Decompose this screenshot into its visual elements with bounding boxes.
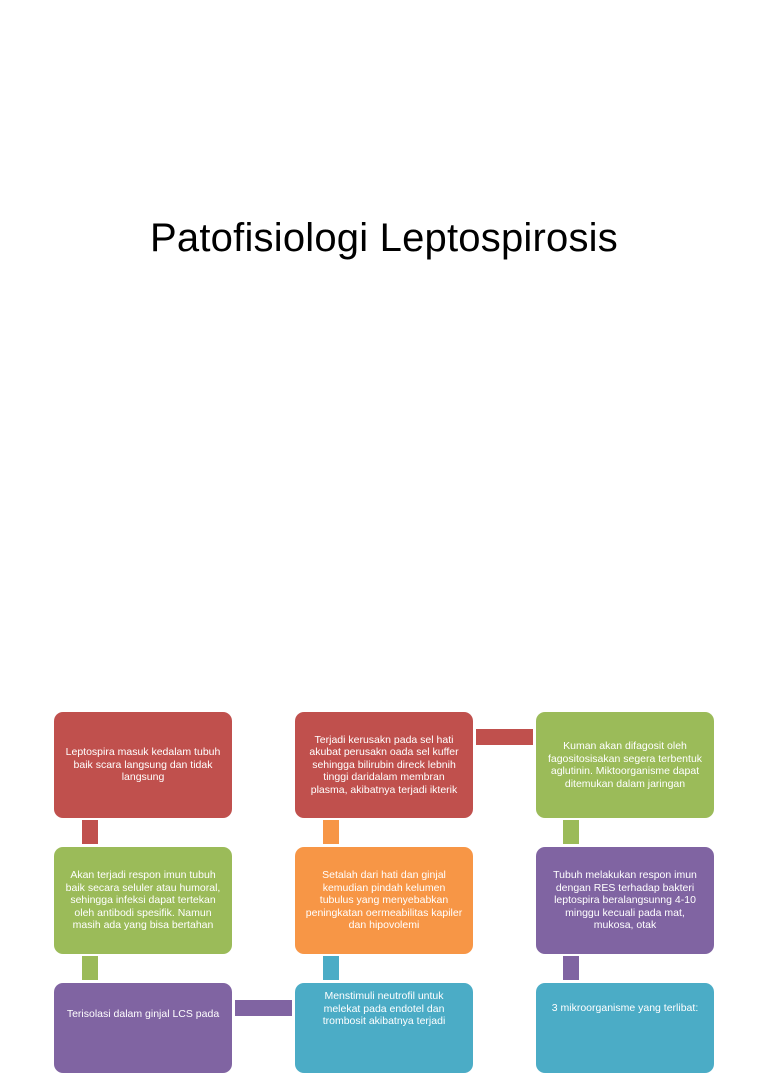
- slide-title: Patofisiologi Leptospirosis: [150, 216, 618, 260]
- connector-r2c3-r3c3: [563, 956, 579, 980]
- box-leptospira-masuk: Leptospira masuk kedalam tubuh baik scara langsung dan tidak langsung: [54, 712, 232, 818]
- box-kerusakan-sel-hati: Terjadi kerusakn pada sel hati akubat perusakn oada sel kuffer sehingga bilirubin direck lebnih tinggi daridalam membran plasma, akibatnya terjadi ikterik: [295, 712, 473, 818]
- connector-r1c3-r2c3: [563, 820, 579, 844]
- connector-r2c1-r3c1: [82, 956, 98, 980]
- box-terisolasi-ginjal: Terisolasi dalam ginjal LCS pada: [54, 983, 232, 1073]
- box-mikroorganisme-terlibat: 3 mikroorganisme yang terlibat:: [536, 983, 714, 1073]
- connector-r3c1-r3c2: [235, 1000, 292, 1016]
- connector-r2c2-r3c2: [323, 956, 339, 980]
- box-menstimuli-neutrofil: Menstimuli neutrofil untuk melekat pada endotel dan trombosit akibatnya terjadi: [295, 983, 473, 1073]
- connector-r1c2-r2c2: [323, 820, 339, 844]
- box-respon-imun-tubuh: Akan terjadi respon imun tubuh baik secara seluler atau humoral, sehingga infeksi dapat tertekan oleh antibodi spesifik. Namun masih ada yang bisa bertahan: [54, 847, 232, 954]
- connector-r1c1-r2c1: [82, 820, 98, 844]
- box-kuman-difagosit: Kuman akan difagosit oleh fagositosisakan segera terbentuk aglutinin. Miktoorganisme dapat ditemukan dalam jaringan: [536, 712, 714, 818]
- box-respon-imun-res: Tubuh melakukan respon imun dengan RES terhadap bakteri leptospira beralangsunng 4-10 minggu kecuali pada mat, mukosa, otak: [536, 847, 714, 954]
- connector-r1c2-r1c3: [476, 729, 533, 745]
- flow-diagram: [0, 700, 768, 1027]
- box-pindah-kelumen-tubulus: Setalah dari hati dan ginjal kemudian pindah kelumen tubulus yang menyebabkan peningkatan oermeabilitas kapiler dan hipovolemi: [295, 847, 473, 954]
